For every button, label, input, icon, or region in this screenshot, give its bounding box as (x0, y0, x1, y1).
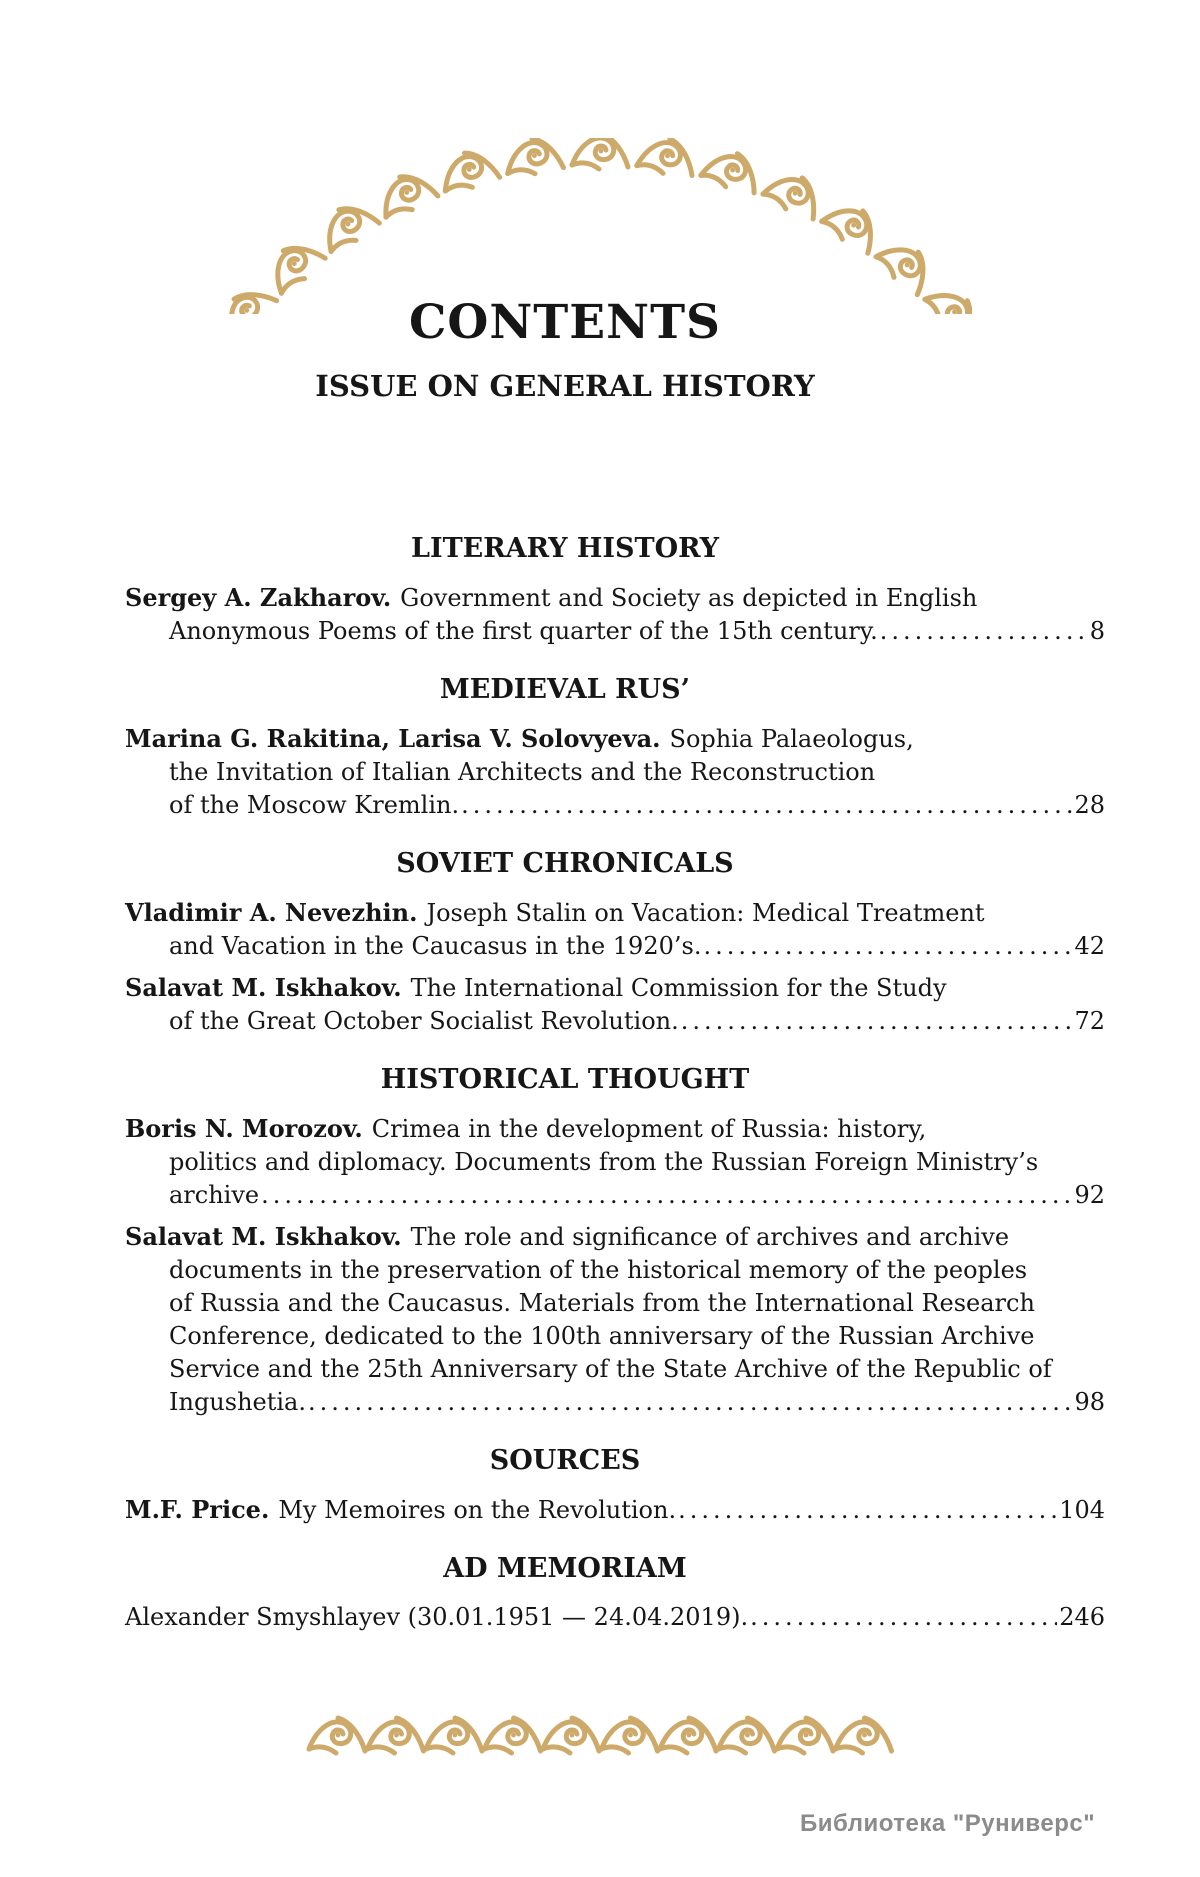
dot-leader (261, 1179, 1072, 1212)
page-title: CONTENTS (409, 295, 721, 350)
entry-line (125, 1320, 1105, 1353)
toc-section (125, 672, 1105, 822)
ornament-bottom-band (305, 1710, 897, 1762)
dot-leader (461, 789, 1072, 822)
toc-entry (125, 722, 1105, 822)
entry-line (125, 789, 1105, 822)
entry-title-line: The role and significance of archives and archive (410, 1223, 1010, 1251)
entry-page-number: 8 (1089, 617, 1105, 645)
entry-line (125, 1493, 1105, 1527)
entry-author: Salavat M. Iskhakov. (125, 973, 402, 1002)
toc-entry (125, 896, 1105, 963)
section-heading: MEDIEVAL RUS’ (439, 674, 691, 705)
library-watermark: Библиотека "Руниверс" (800, 1810, 1096, 1837)
entry-line (125, 722, 1105, 756)
entry-title-line: The International Commission for the Study (410, 974, 947, 1002)
entry-line (125, 1146, 1105, 1179)
entry-title-line: Service and the 25th Anniversary of the State Archive of the Republic of (169, 1355, 1052, 1383)
dot-leader (681, 1005, 1073, 1038)
dot-leader (880, 615, 1088, 648)
toc-section (125, 531, 1105, 648)
entry-line (125, 930, 1105, 963)
entry-title-line: documents in the preservation of the historical memory of the peoples (169, 1256, 1028, 1284)
toc-section (125, 1443, 1105, 1527)
toc-entry (125, 1493, 1105, 1527)
toc-entry (125, 581, 1105, 648)
entry-author: Vladimir A. Nevezhin. (125, 898, 418, 927)
section-heading: AD MEMORIAM (443, 1553, 687, 1584)
entry-line (125, 1254, 1105, 1287)
entry-author: M.F. Price. (125, 1495, 270, 1524)
entry-title-line: the Invitation of Italian Architects and the Reconstruction (169, 758, 876, 786)
entry-title-line: Ingushetia. (169, 1388, 306, 1416)
entry-page-number: 104 (1059, 1496, 1105, 1524)
dot-leader (750, 1601, 1057, 1634)
entry-line (125, 581, 1105, 615)
entry-line (125, 615, 1105, 648)
page-subtitle: ISSUE ON GENERAL HISTORY (315, 369, 815, 403)
toc-entry (125, 1220, 1105, 1419)
entry-title-line: politics and diplomacy. Documents from the Russian Foreign Ministry’s (169, 1148, 1039, 1176)
entry-title-line: of Russia and the Caucasus. Materials from the International Research (169, 1289, 1035, 1317)
toc-section (125, 1062, 1105, 1419)
entry-title-line: of the Great October Socialist Revolution. (169, 1007, 679, 1035)
dot-leader (703, 930, 1072, 963)
entry-line (125, 756, 1105, 789)
entry-page-number: 42 (1074, 932, 1105, 960)
entry-title-line: Anonymous Poems of the first quarter of the 15th century. (169, 617, 878, 645)
toc-entry (125, 971, 1105, 1038)
entry-page-number: 246 (1059, 1603, 1105, 1631)
entry-page-number: 92 (1074, 1181, 1105, 1209)
ornament-top-arc (228, 138, 972, 314)
toc-section (125, 846, 1105, 1038)
entry-title-line: archive (169, 1181, 260, 1209)
entry-line (125, 1287, 1105, 1320)
entry-title-line: Sophia Palaeologus, (669, 725, 914, 753)
entry-line (125, 1005, 1105, 1038)
entry-title-line: Joseph Stalin on Vacation: Medical Treatment (426, 899, 985, 927)
entry-author: Sergey A. Zakharov. (125, 583, 392, 612)
entry-line (125, 1601, 1105, 1634)
section-heading: SOURCES (489, 1445, 641, 1476)
entry-title-line: My Memoires on the Revolution. (278, 1496, 677, 1524)
entry-title-line: Conference, dedicated to the 100th anniversary of the Russian Archive (169, 1322, 1035, 1350)
entry-title-line: Alexander Smyshlayev (30.01.1951 — 24.04.2019). (125, 1603, 749, 1631)
entry-author: Boris N. Morozov. (125, 1114, 363, 1143)
entry-line (125, 1353, 1105, 1386)
entry-title-line: and Vacation in the Caucasus in the 1920’s. (169, 932, 702, 960)
toc-entry (125, 1112, 1105, 1212)
entry-author: Marina G. Rakitina, Larisa V. Solovyeva. (125, 724, 661, 753)
entry-title-line: Crimea in the development of Russia: history, (371, 1115, 927, 1143)
toc-section (125, 1551, 1105, 1634)
entry-page-number: 98 (1074, 1388, 1105, 1416)
dot-leader (308, 1386, 1072, 1419)
entry-line (125, 971, 1105, 1005)
entry-title-line: of the Moscow Kremlin. (169, 791, 460, 819)
dot-leader (678, 1494, 1057, 1527)
toc-entry (125, 1601, 1105, 1634)
section-heading: LITERARY HISTORY (410, 533, 720, 564)
entry-author: Salavat M. Iskhakov. (125, 1222, 402, 1251)
table-of-contents (125, 507, 1105, 1642)
entry-title-line: Government and Society as depicted in English (400, 584, 978, 612)
entry-line (125, 1386, 1105, 1419)
entry-line (125, 1220, 1105, 1254)
entry-page-number: 72 (1074, 1007, 1105, 1035)
entry-line (125, 1112, 1105, 1146)
section-heading: HISTORICAL THOUGHT (380, 1064, 750, 1095)
entry-page-number: 28 (1074, 791, 1105, 819)
section-heading: SOVIET CHRONICALS (396, 848, 734, 879)
entry-line (125, 1179, 1105, 1212)
entry-line (125, 896, 1105, 930)
